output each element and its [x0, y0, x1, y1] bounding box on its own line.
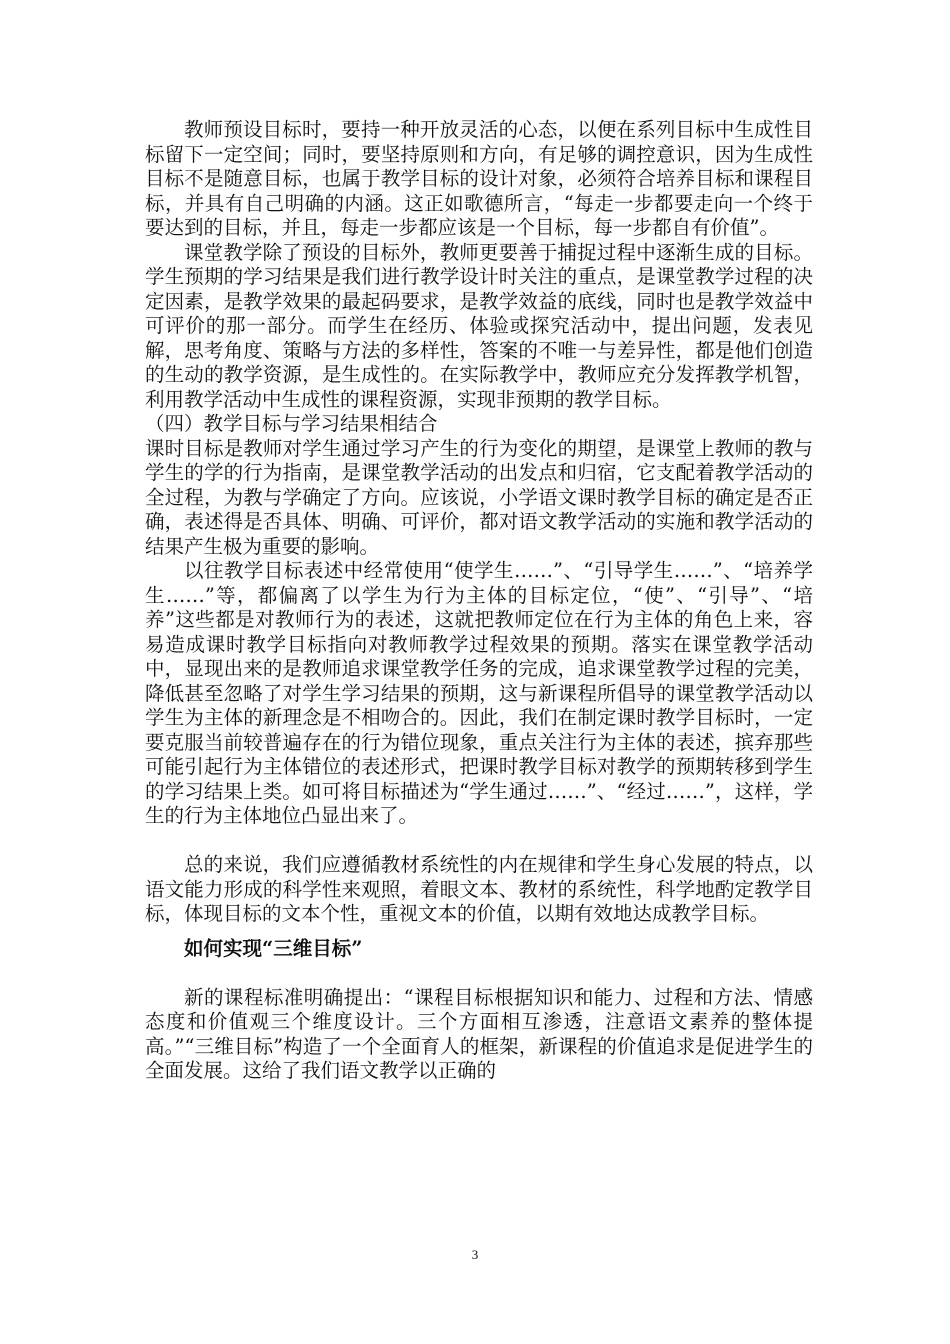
paragraph-goal-statements: 以往教学目标表述中经常使用“使学生……”、“引导学生……”、“培养学生……”等，都偏离了以学生为行为主体的目标定位，“使”、“引导”、“培养”这些都是对教师行为的表述，这就把教师定位在行为主体的角色上来，容易造成课时教学目标指向对教师教学过程效果的预期。落实在课堂教学活动中，显现出来的是教师追求课堂教学任务的完成，追求课堂教学过程的完美，降低甚至忽略了对学生学习结果的预期，这与新课程所倡导的课堂教学活动以学生为主体的新理念是不相吻合的。因此，我们在制定课时教学目标时，一定要克服当前较普遍存在的行为错位现象，重点关注行为主体的表述，摈弃那些可能引起行为主体错位的表述形式，把课时教学目标对教学的预期转移到学生的学习结果上类。如可将目标描述为“学生通过……”、“经过……”，这样，学生的行为主体地位凸显出来了。 — [145, 559, 813, 827]
paragraph-preset-goals: 教师预设目标时，要持一种开放灵活的心态，以便在系列目标中生成性目标留下一定空间；同时，要坚持原则和方向，有足够的调控意识，因为生成性目标不是随意目标，也属于教学目标的设计对象，必须符合培养目标和课程目标，并具有自己明确的内涵。这正如歌德所言，“每走一步都要走向一个终于要达到的目标，并且，每走一步都应该是一个目标，每一步都自有价值”。 — [145, 118, 813, 239]
document-body — [145, 118, 813, 1084]
page-number: 3 — [471, 1247, 479, 1262]
subsection-heading: （四）教学目标与学习结果相结合 — [145, 412, 438, 435]
paragraph-summary: 总的来说，我们应遵循教材系统性的内在规律和学生身心发展的特点，以语文能力形成的科学性来观照，着眼文本、教材的系统性，科学地酌定教学目标，体现目标的文本个性，重视文本的价值，以期有效地达成教学目标。 — [145, 853, 813, 925]
paragraph-generated-goals: 课堂教学除了预设的目标外，教师更要善于捕捉过程中逐渐生成的目标。学生预期的学习结果是我们进行教学设计时关注的重点，是课堂教学过程的决定因素，是教学效果的最起码要求，是教学效益的底线，同时也是教学效益中可评价的那一部分。而学生在经历、体验或探究活动中，提出问题，发表见解，思考角度、策略与方法的多样性，答案的不唯一与差异性，都是他们创造的生动的教学资源，是生成性的。在实际教学中，教师应充分发挥教学机智，利用教学活动中生成性的课程资源，实现非预期的教学目标。 — [145, 240, 813, 411]
paragraph-lesson-goals: 课时目标是教师对学生通过学习产生的行为变化的期望，是课堂上教师的教与学生的学的行为指南，是课堂教学活动的出发点和归宿，它支配着教学活动的全过程，为教与学确定了方向。应该说，小学语文课时教学目标的确定是否正确，表述得是否具体、明确、可评价，都对语文教学活动的实施和教学活动的结果产生极为重要的影响。 — [145, 436, 813, 558]
section-heading: 如何实现“三维目标” — [184, 936, 363, 960]
paragraph-curriculum-standard: 新的课程标准明确提出：“课程目标根据知识和能力、过程和方法、情感态度和价值观三个维度设计。三个方面相互渗透，注意语文素养的整体提高。”“三维目标”构造了一个全面育人的框架，新课程的价值追求是促进学生的全面发展。这给了我们语文教学以正确的 — [145, 985, 813, 1082]
